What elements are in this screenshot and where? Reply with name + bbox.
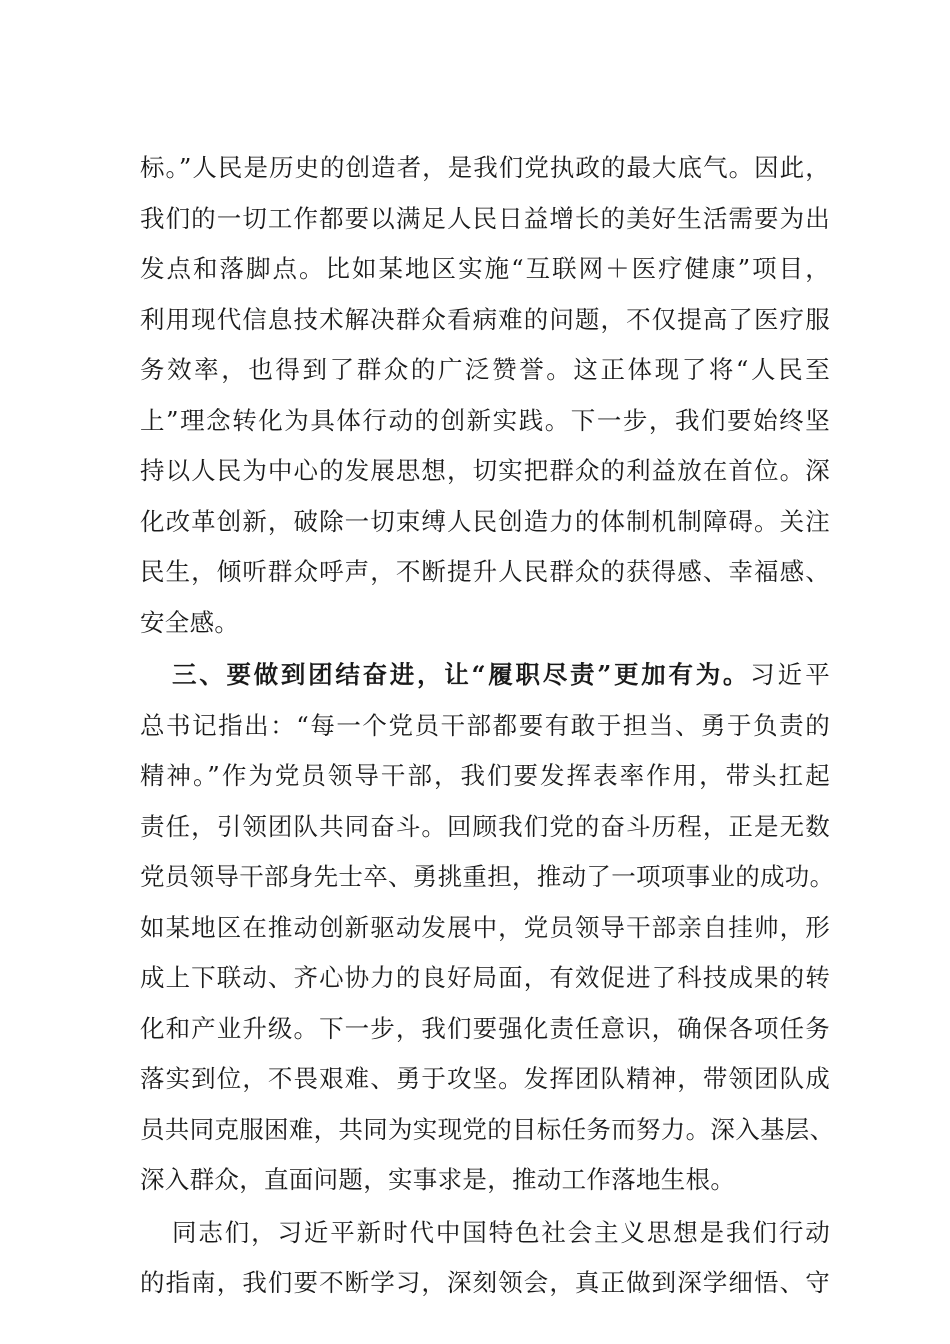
text-line: 标。”人民是历史的创造者，是我们党执政的最大底气。因此，: [140, 153, 830, 182]
text-line: 精神。”作为党员领导干部，我们要发挥表率作用，带头扛起: [140, 761, 830, 790]
section-heading: 三、要做到团结奋进，让“履职尽责”更加有为。: [172, 660, 751, 689]
text-line: 利用现代信息技术解决群众看病难的问题，不仅提高了医疗服: [140, 304, 830, 334]
text-line: 我们的一切工作都要以满足人民日益增长的美好生活需要为出: [140, 203, 830, 233]
text-line: 总书记指出：“每一个党员干部都要有敢于担当、勇于负责的: [140, 710, 830, 740]
paragraph-1: [140, 143, 830, 648]
text-line: 党员领导干部身先士卒、勇挑重担，推动了一项项事业的成功。: [140, 862, 835, 891]
text-line: 如某地区在推动创新驱动发展中，党员领导干部亲自挂帅，形: [140, 912, 830, 942]
text-line: 责任，引领团队共同奋斗。回顾我们党的奋斗历程，正是无数: [140, 811, 830, 841]
section-heading-line: [140, 650, 830, 701]
paragraph-3: [140, 1208, 830, 1309]
text-line: 安全感。: [140, 607, 240, 637]
text-line: 同志们，习近平新时代中国特色社会主义思想是我们行动: [172, 1217, 830, 1247]
text-line: 深入群众，直面问题，实事求是，推动工作落地生根。: [140, 1165, 736, 1194]
text-line: 上”理念转化为具体行动的创新实践。下一步，我们要始终坚: [140, 405, 830, 435]
text-line: 持以人民为中心的发展思想，切实把群众的利益放在首位。深: [140, 456, 830, 485]
text-line: 化改革创新，破除一切束缚人民创造力的体制机制障碍。关注: [140, 506, 830, 536]
text-line: 落实到位，不畏艰难、勇于攻坚。发挥团队精神，带领团队成: [140, 1064, 830, 1093]
text-run: 习近平: [750, 660, 830, 689]
text-line: 成上下联动、齐心协力的良好局面，有效促进了科技成果的转: [140, 963, 830, 992]
text-line: 员共同克服困难，共同为实现党的目标任务而努力。深入基层、: [140, 1114, 835, 1144]
text-line: 民生，倾听群众呼声，不断提升人民群众的获得感、幸福感、: [140, 557, 830, 586]
text-line: 发点和落脚点。比如某地区实施“互联网＋医疗健康”项目，: [140, 254, 830, 283]
text-line: 化和产业升级。下一步，我们要强化责任意识，确保各项任务: [140, 1013, 830, 1043]
body-text: [140, 143, 835, 1309]
text-line: 的指南，我们要不断学习，深刻领会，真正做到深学细悟、守: [140, 1268, 830, 1297]
paragraph-2: [140, 650, 835, 1206]
text-line: 务效率，也得到了群众的广泛赞誉。这正体现了将“人民至: [140, 355, 830, 384]
